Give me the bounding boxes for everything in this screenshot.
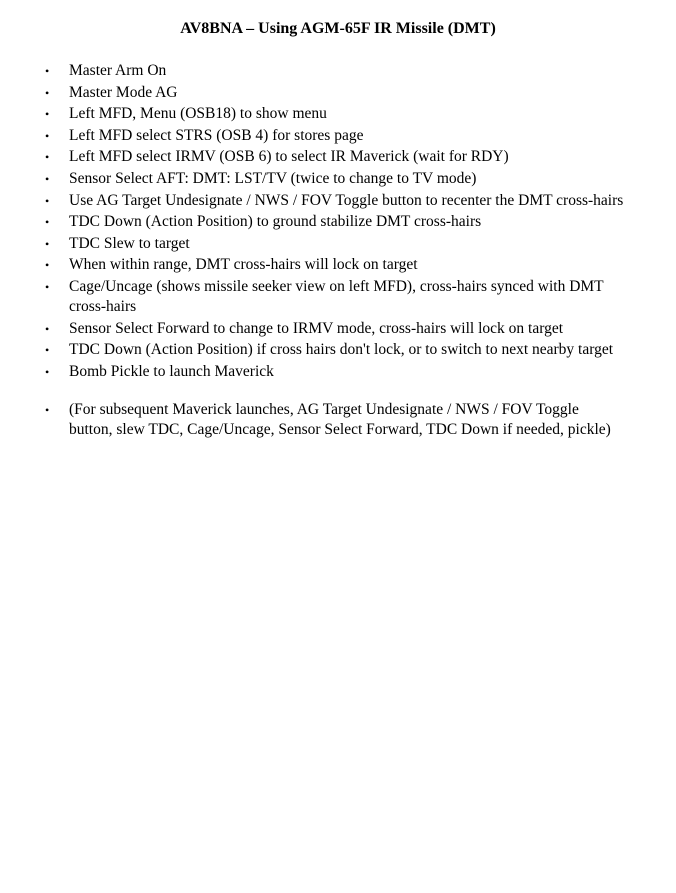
procedure-step xyxy=(0,191,676,211)
procedure-step-text: (For subsequent Maverick launches, AG Target Undesignate / NWS / FOV Toggle button, slew TDC, Cage/Uncage, Sensor Select Forward, TDC Down if needed, pickle) xyxy=(69,400,611,438)
bullet-icon: • xyxy=(45,64,50,78)
bullet-icon: • xyxy=(45,279,50,294)
procedure-step-text: Left MFD select IRMV (OSB 6) to select IR Maverick (wait for RDY) xyxy=(69,148,509,166)
bullet-icon: • xyxy=(45,321,50,336)
document-title: AV8BNA – Using AGM-65F IR Missile (DMT) xyxy=(180,20,496,37)
procedure-step xyxy=(0,126,676,146)
procedure-step xyxy=(0,104,676,124)
bullet-icon: • xyxy=(45,85,50,100)
bullet-icon: • xyxy=(45,107,50,122)
procedure-step xyxy=(0,147,676,167)
bullet-icon: • xyxy=(45,128,50,143)
procedure-step-text: When within range, DMT cross-hairs will lock on target xyxy=(69,256,418,274)
procedure-step xyxy=(0,169,676,189)
procedure-step-text: Use AG Target Undesignate / NWS / FOV Toggle button to recenter the DMT cross-hairs xyxy=(69,191,624,209)
procedure-step-list xyxy=(0,61,676,441)
procedure-step xyxy=(0,277,676,317)
procedure-step-text: Left MFD select STRS (OSB 4) for stores page xyxy=(69,126,364,144)
procedure-step xyxy=(0,234,676,254)
procedure-step-text: TDC Down (Action Position) if cross hairs don't lock, or to switch to next nearby target xyxy=(69,341,614,359)
procedure-step-text: TDC Down (Action Position) to ground stabilize DMT cross-hairs xyxy=(69,213,482,231)
procedure-step xyxy=(0,319,676,339)
procedure-step xyxy=(0,83,676,103)
bullet-icon: • xyxy=(45,215,50,230)
procedure-step-text: TDC Slew to target xyxy=(69,234,190,252)
procedure-step-text: Cage/Uncage (shows missile seeker view on left MFD), cross-hairs synced with DMT cross-hairs xyxy=(69,277,604,315)
procedure-step xyxy=(0,362,676,382)
procedure-step xyxy=(0,212,676,232)
procedure-step xyxy=(0,340,676,360)
bullet-icon: • xyxy=(45,402,50,417)
bullet-icon: • xyxy=(45,150,50,165)
procedure-step xyxy=(0,400,676,440)
bullet-icon: • xyxy=(45,258,50,273)
procedure-step-text: Bomb Pickle to launch Maverick xyxy=(69,362,274,380)
procedure-step-text: Left MFD, Menu (OSB18) to show menu xyxy=(69,105,327,123)
procedure-step-text: Sensor Select AFT: DMT: LST/TV (twice to change to TV mode) xyxy=(69,169,477,187)
bullet-icon: • xyxy=(45,236,50,251)
procedure-step xyxy=(0,255,676,275)
procedure-step xyxy=(0,61,676,81)
bullet-icon: • xyxy=(45,364,50,379)
bullet-icon: • xyxy=(45,171,50,186)
procedure-step-text: Master Mode AG xyxy=(69,83,178,101)
procedure-step-text: Sensor Select Forward to change to IRMV mode, cross-hairs will lock on target xyxy=(69,319,564,337)
procedure-step-text: Master Arm On xyxy=(69,62,167,79)
bullet-icon: • xyxy=(45,343,50,358)
bullet-icon: • xyxy=(45,193,50,208)
